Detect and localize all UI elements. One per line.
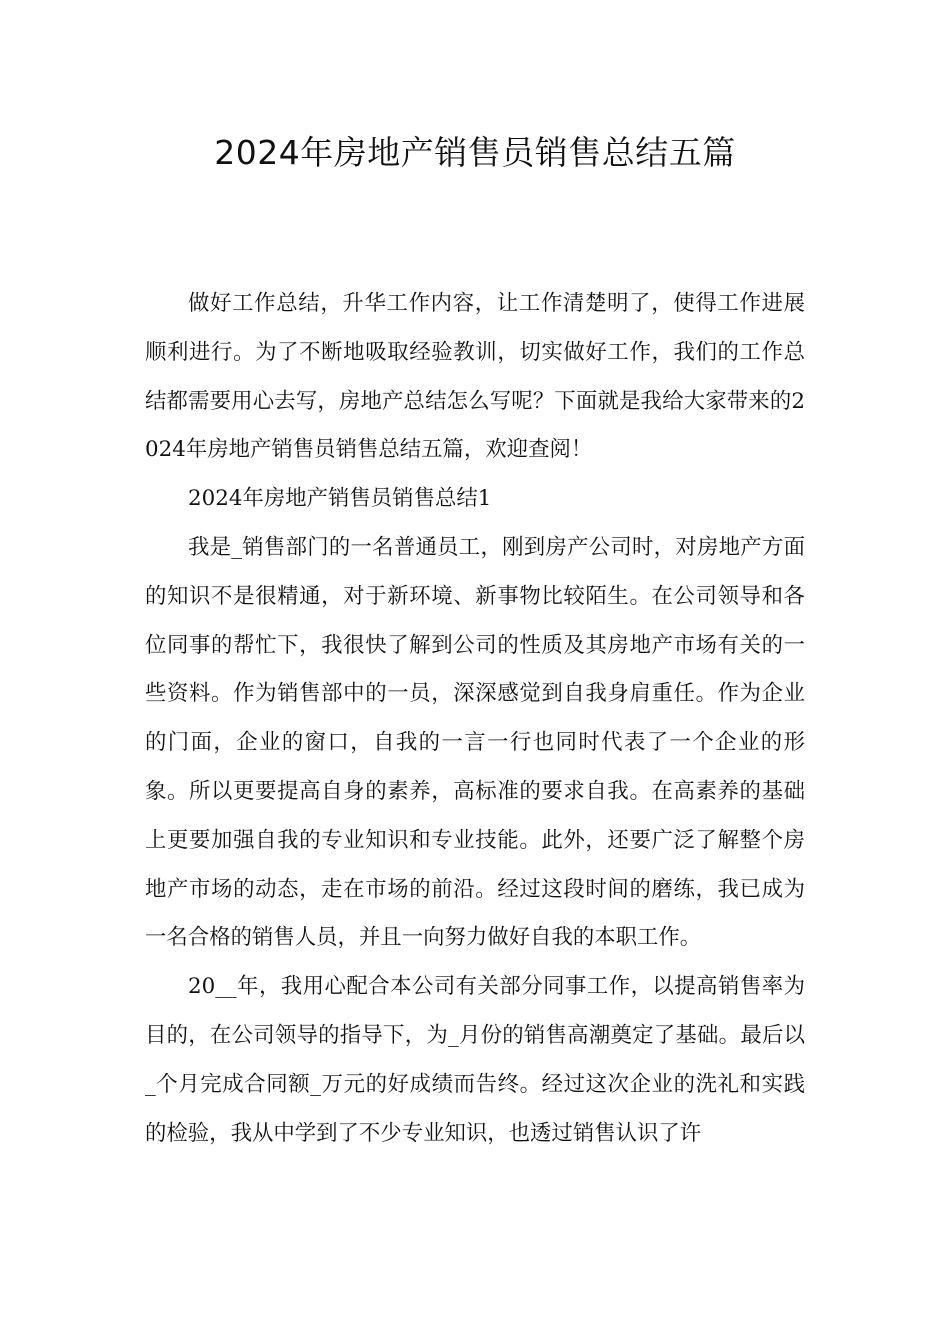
intro-paragraph: 做好工作总结，升华工作内容，让工作清楚明了，使得工作进展顺利进行。为了不断地吸取经验教训，切实做好工作，我们的工作总结都需要用心去写，房地产总结怎么写呢？下面就是我给大家带来的2024年房地产销售员销售总结五篇，欢迎查阅！ — [145, 291, 805, 463]
section-heading: 2024年房地产销售员销售总结1 — [188, 486, 492, 512]
body-paragraph: 我是_销售部门的一名普通员工，刚到房产公司时，对房地产方面的知识不是很精通，对于新环境、新事物比较陌生。在公司领导和各位同事的帮忙下，我很快了解到公司的性质及其房地产市场有关的一些资料。作为销售部中的一员，深深感觉到自我身肩重任。作为企业的门面，企业的窗口，自我的一言一行也同时代表了一个企业的形象。所以更要提高自身的素养，高标准的要求自我。在高素养的基础上更要加强自我的专业知识和专业技能。此外，还要广泛了解整个房地产市场的动态，走在市场的前沿。经过这段时间的磨练，我已成为一名合格的销售人员，并且一向努力做好自我的本职工作。 — [145, 534, 805, 951]
body-paragraph: 20__年，我用心配合本公司有关部分同事工作，以提高销售率为目的，在公司领导的指导下，为_月份的销售高潮奠定了基础。最后以_个月完成合同额_万元的好成绩而告终。经过这次企业的洗礼和实践的检验，我从中学到了不少专业知识，也透过销售认识了许 — [145, 974, 805, 1146]
document-title: 2024年房地产销售员销售总结五篇 — [214, 133, 736, 172]
document-body — [145, 280, 805, 1158]
